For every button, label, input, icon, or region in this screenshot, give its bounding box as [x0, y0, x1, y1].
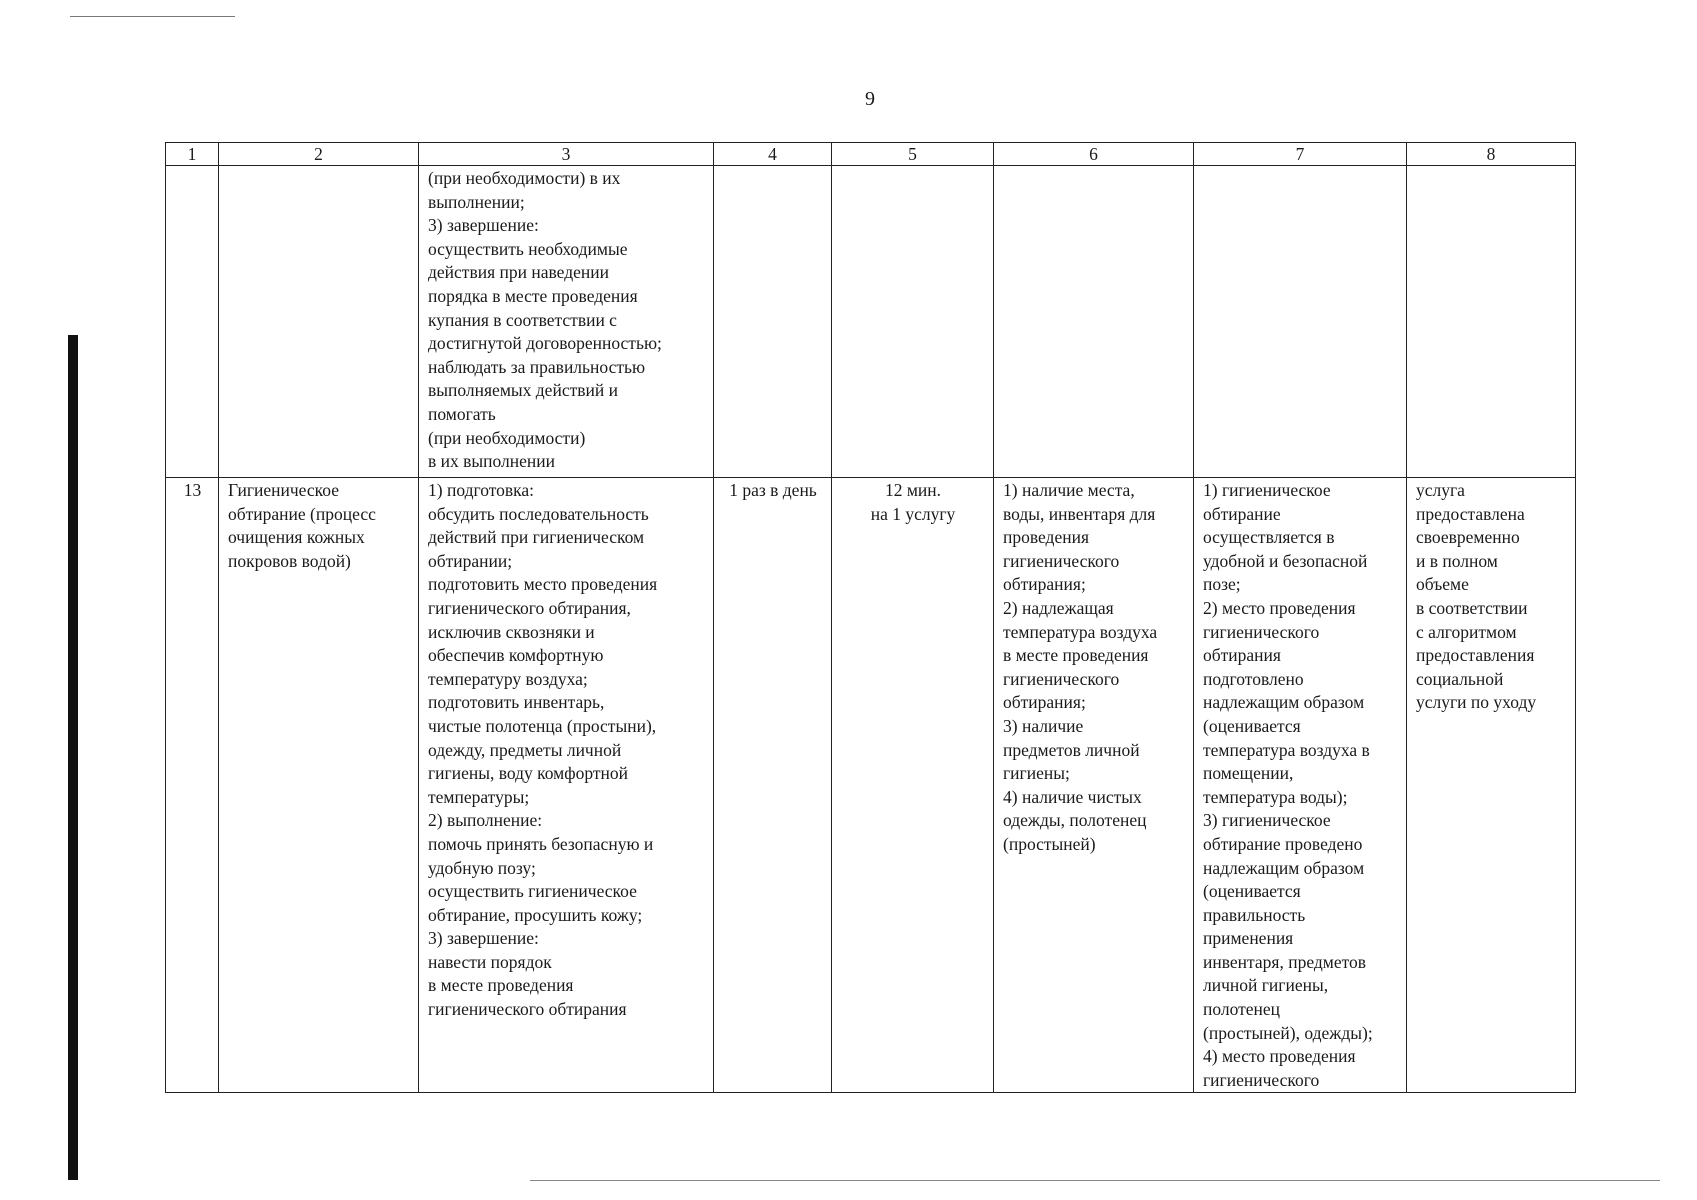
cell-duration [832, 478, 994, 1093]
text-line: в месте проведения [428, 975, 574, 996]
text-line: предоставлена [1416, 503, 1525, 524]
text-line: удобной и безопасной [1203, 550, 1368, 571]
text-line: гигиенического [1203, 1069, 1320, 1090]
text-line: и в полном [1416, 550, 1498, 571]
cell-quality-indicators [1194, 166, 1407, 478]
text-line: подготовить место проведения [428, 574, 658, 595]
text-line: обтирания; [1003, 574, 1086, 595]
text-line: покровов водой) [228, 550, 351, 571]
text-line: одежды, полотенец [1003, 810, 1147, 831]
header-cell: 5 [832, 143, 994, 166]
text-line: помогать [428, 403, 496, 424]
cell-evaluation [1407, 478, 1576, 1093]
text-line: 1) наличие места, [1003, 480, 1135, 500]
text-line: действия при наведении [428, 262, 609, 283]
header-cell: 4 [714, 143, 832, 166]
text-line: гигиенического [1203, 621, 1320, 642]
cell-service-name [219, 166, 419, 478]
text-line: (при необходимости) в их [428, 168, 621, 188]
text-line: услуги по уходу [1416, 692, 1537, 713]
text-line: подготовлено [1203, 668, 1304, 689]
text-line: обтирание [1203, 503, 1281, 524]
cell-number: 13 [166, 478, 219, 1093]
text-line: чистые полотенца (простыни), [428, 715, 657, 736]
text-line: проведения [1003, 527, 1090, 548]
text-line: (при необходимости) [428, 427, 586, 448]
text-line: температура воды); [1203, 786, 1348, 807]
text-line: одежду, предметы личной [428, 739, 622, 760]
text-line: осуществить гигиеническое [428, 881, 637, 902]
text-line: 4) наличие чистых [1003, 786, 1142, 807]
text-line: в месте проведения [1003, 645, 1149, 666]
text-line: исключив сквозняки и [428, 621, 595, 642]
cell-procedure [419, 166, 714, 478]
text-line: 4) место проведения [1203, 1046, 1356, 1067]
text-line: обтирание (процесс [228, 503, 376, 524]
text-line: 2) выполнение: [428, 810, 543, 831]
text-line: полотенец [1203, 999, 1281, 1020]
text-line: 3) гигиеническое [1203, 810, 1331, 831]
text-line: помещении, [1203, 763, 1294, 784]
cell-frequency [714, 478, 832, 1093]
text-line: с алгоритмом [1416, 621, 1517, 642]
cell-duration [832, 166, 994, 478]
text-line: (простыней), одежды); [1203, 1022, 1373, 1043]
text-line: правильность [1203, 904, 1306, 925]
text-line: предоставления [1416, 645, 1535, 666]
cell-quality-indicators [1194, 478, 1407, 1093]
text-line: купания в соответствии с [428, 309, 617, 330]
text-line: подготовить инвентарь, [428, 692, 605, 713]
text-line: (оценивается [1203, 881, 1301, 902]
table-row-continuation [166, 166, 1576, 478]
text-line: температуры; [428, 786, 530, 807]
text-line: обсудить последовательность [428, 503, 649, 524]
text-line: 2) место проведения [1203, 597, 1356, 618]
text-line: социальной [1416, 668, 1504, 689]
text-line: 3) наличие [1003, 715, 1084, 736]
text-line: надлежащим образом [1203, 692, 1365, 713]
services-table [165, 142, 1576, 1093]
cell-frequency [714, 166, 832, 478]
text-line: действий при гигиеническом [428, 527, 645, 548]
cell-conditions [994, 166, 1194, 478]
text-line: своевременно [1416, 527, 1520, 548]
text-line: инвентаря, предметов [1203, 951, 1367, 972]
cell-procedure [419, 478, 714, 1093]
page-number: 9 [865, 88, 875, 110]
text-line: гигиенического обтирания, [428, 597, 631, 618]
text-line: обтирании; [428, 550, 513, 571]
header-cell: 8 [1407, 143, 1576, 166]
text-line: 2) надлежащая [1003, 597, 1114, 618]
header-cell: 1 [166, 143, 219, 166]
text-line: позе; [1203, 574, 1241, 595]
scan-binding-shadow [68, 335, 78, 1180]
cell-number [166, 166, 219, 478]
text-line: выполняемых действий и [428, 380, 618, 401]
text-line: осуществляется в [1203, 527, 1335, 548]
text-line: предметов личной [1003, 739, 1140, 760]
text-line: воды, инвентаря для [1003, 503, 1156, 524]
text-line: 3) завершение: [428, 215, 539, 236]
text-line: помочь принять безопасную и [428, 833, 654, 854]
header-cell: 2 [219, 143, 419, 166]
text-line: обтирания; [1003, 692, 1086, 713]
text-line: температура воздуха [1003, 621, 1158, 642]
header-cell: 3 [419, 143, 714, 166]
text-line: обтирание проведено [1203, 833, 1363, 854]
text-line: осуществить необходимые [428, 238, 628, 259]
table-header-row [166, 143, 1576, 166]
text-line: температура воздуха в [1203, 739, 1370, 760]
text-line: 1) гигиеническое [1203, 480, 1331, 500]
text-line: температуру воздуха; [428, 668, 588, 689]
cell-service-name [219, 478, 419, 1093]
text-line: достигнутой договоренностью; [428, 333, 662, 354]
header-cell: 7 [1194, 143, 1407, 166]
text-line: личной гигиены, [1203, 975, 1329, 996]
text-line: гигиены, воду комфортной [428, 763, 628, 784]
text-line: применения [1203, 928, 1294, 949]
text-line: объеме [1416, 574, 1469, 595]
text-line: услуга [1416, 480, 1465, 500]
text-line: 12 мин. [884, 480, 942, 500]
text-line: 1) подготовка: [428, 480, 535, 500]
text-line: (оценивается [1203, 715, 1301, 736]
text-line: наблюдать за правильностью [428, 356, 646, 377]
text-line: гигиенического обтирания [428, 999, 627, 1020]
text-line: гигиенического [1003, 668, 1120, 689]
text-line: (простыней) [1003, 833, 1096, 854]
text-line: в соответствии [1416, 597, 1528, 618]
scan-edge-line-top [70, 16, 235, 17]
text-line: обтирания [1203, 645, 1281, 666]
cell-conditions [994, 478, 1194, 1093]
text-line: гигиенического [1003, 550, 1120, 571]
text-line: обтирание, просушить кожу; [428, 904, 643, 925]
text-line: очищения кожных [228, 527, 365, 548]
text-line: 1 раз в день [729, 480, 817, 500]
text-line: на 1 услугу [870, 503, 956, 524]
text-line: порядка в месте проведения [428, 285, 638, 306]
text-line: удобную позу; [428, 857, 536, 878]
text-line: надлежащим образом [1203, 857, 1365, 878]
text-line: в их выполнении [428, 451, 555, 472]
table-row-13 [166, 478, 1576, 1093]
text-line: навести порядок [428, 951, 552, 972]
cell-evaluation [1407, 166, 1576, 478]
text-line: выполнении; [428, 191, 525, 212]
header-cell: 6 [994, 143, 1194, 166]
text-line: гигиены; [1003, 763, 1070, 784]
text-line: 3) завершение: [428, 928, 539, 949]
scan-edge-line-bottom [530, 1180, 1660, 1181]
text-line: Гигиеническое [228, 480, 339, 500]
text-line: обеспечив комфортную [428, 645, 604, 666]
